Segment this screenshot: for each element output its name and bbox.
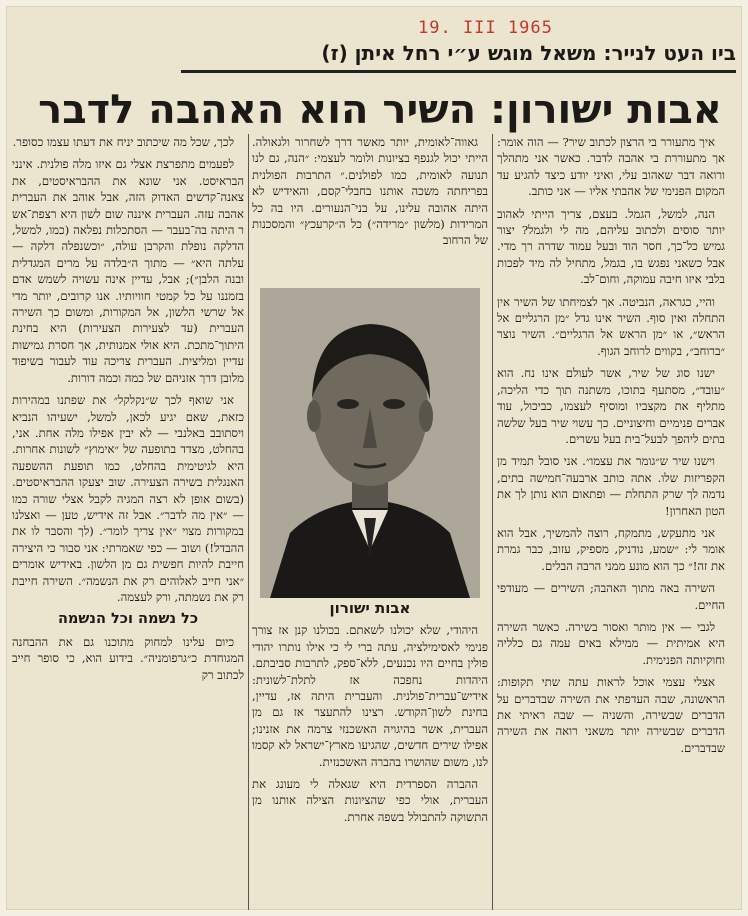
section-subheading: כל נשמה וכל הנשמה — [57, 611, 199, 628]
paragraph: ישנו סוג של שיר, אשר לעולם אינו נח. הוא ״עובד״, מסתעף בתוכו, משתנה תוך כדי הליכה, מתליף את מקצביו ומוסיף לעצמו, כביכול, עוד אברים פנימיים וחיצוניים. כך עשוי שיר בעל שלשה בתים ליהפך לבעל־בית בעל עשרים. — [497, 366, 725, 446]
paragraph: וישנו שיר ש״גומר את עצמו״. אני סובל תמיד מן הקפריזות שלו. אתה כותב ארבעה־חמישה בתים, נדמה לך שרק התחלת — ופתאום הוא נותן לך את הטון האחרון! — [497, 454, 725, 518]
paragraph: השירה באה מתוך האהבה; השירים — מעודפי החיים. — [497, 581, 725, 612]
paragraph: ההברה הספרדית היא שגאלה לי מעונג את העברית, אולי כפי שהציונות הצילה אותנו מן התשוקה להתבולל בשפה אחרת. — [252, 777, 488, 824]
date-stamp: 19. III 1965 — [418, 18, 553, 38]
article-headline: אבות ישורון: השיר הוא האהבה לדבר — [38, 87, 722, 133]
paragraph: לגבי — אין מותר ואסור בשירה. כאשר השירה היא אמיתית — ממילא באים עמה גם כלליה וחוקיותה הפנימית. — [497, 619, 725, 667]
paragraph: אצלי עצמי אוכל לראות עתה שתי תקופות: הראשונה, שבה העדפתי את השירה שבדברים על הדברים שבשירה, והשניה — שבה ראיתי את הדברים שבשירה יותר משאני רואה את השירה שבדברים. — [497, 675, 725, 755]
column-divider — [248, 134, 249, 910]
series-header: ביו העט לנייר: משאל מוגש ע״י רחל איתן (ז) — [181, 36, 736, 73]
paragraph: אני מתעקש, מתמקח, רוצה להמשיך, אבל הוא אומר לי: ״שמע, נודניק, מספיק, עזוב, כבר גמרת את זה!״ כך הוא מונע ממני הרבה הבלים. — [497, 525, 725, 573]
article-column-left — [12, 134, 244, 910]
paragraph: לכך, שכל מה שיכתוב יניח את דעתו עצמו כסופר. — [12, 135, 234, 149]
column-divider — [492, 134, 493, 910]
paragraph: כיום עלינו למחוק מתוכנו גם את ההבחנה המגוחדת כ״גרפומניה״. בידוע הוא, כי סופר חייב לכתוב רק — [12, 634, 244, 682]
article-column-right — [497, 134, 725, 910]
paragraph: והיי, כגראה, הנביטה. אך לצמיחתו של השיר אין התחלה ואין סוף. השיר אינו גדל ״מן הרגליים אל הראש״, או ״מן הראש אל הרגליים״. השיר נוצר ״ברוחב״, בקווים לרוחב הגוף. — [497, 294, 725, 358]
portrait-image — [260, 288, 480, 598]
paragraph: גאווה־לאומית, יותר מאשר דרך לשחרור ולגאולה. הייתי יכול לגנפף בציונות ולומר לעצמי: ״הנה, גם לנו תנועה לאומית, כמו לפולנים.״ התרבות הפולנית בפריחתה משכה אותנו בחבלי־קסם, והאידיש לא היתה אהובה עלינו, על בני־הנעורים. היו בה כל המרידות (מלשון ״מרידה״) כל ה״קרעכץ״ והמסכנות של הרחוב — [252, 135, 488, 248]
article-column-middle — [252, 134, 488, 910]
paragraph: איך מתעורר בי הרצון לכתוב שיר? — הוה אומר: אך מתעוררת בי אהבה לדבר. כאשר אני מתהלך ורואה דבר שאהוב עלי, ואיני יודע כיצד להגיע עד המקום הפנימי של אהבתי אליו — אני כותב. — [497, 135, 725, 199]
paragraph: היהודי, שלא יכולנו לשאתם. בכולנו קנן אז צורך פנימי לאסימילציה, עתה ברי לי כי אילו נותרו יהודי פולין בחיים היו נכנעים, ללא־ספק, לתרבות סביבתם. היהדות נחפכה אז לתלת־לשונית: אידיש־עברית־פולנית. והעברית היתה אז, עדיין, בחינת לשון־הקודש. רצינו להתעצר אז גם מן העברית, אשר בהיגויה האשכנזי צרמה את אזנינו; אפילו שירים חדשים, שהגיעו מארץ־ישראל לא קסמו לנו, משום שהושרו בהברה האשכנזית. — [252, 623, 488, 769]
paragraph: הנה, למשל, הגמל. בעצם, צריך הייתי לאהוב יותר סוסים ולכתוב עליהם, מה לי ולגמל? יצור גמיש כל־כך, חסר הוד ובעל עמוד שדרה רך מדי. אבל כשאני נפגש בו, בגמל, מתחיל לה מיד לפכות בלבי איזו חיבה עמוקה, וחום־לב. — [497, 206, 725, 287]
paragraph: לפעמים מתפרצת אצלי גם איזו מלה פולנית. אינני הבראיסט. אני שונא את ההבראיסטים, את צאנה־קדשים האדוק הזה, אבל אוהב את העברית אהבה עזה. העברית איננה שום לשון היא רצפת־אש ר היתה בה־בעבר — הסתכלות נפלאה (כמו, למשל, הדלקה נופלת והקרבן עולה, ״וכשנפלה דלקה — עלתה היא״ — מתוך ה״בלדה על מרים המגדלית ובנה הלבן״); אבל, עדיין אינה עשויה לשמש אדם בזמננו על כל קמטי חוויותיו. אנו קרובים, יותר מדי אל שרשי הלשון, אל המקורות, ומשום כך השירה העברית (עד לצעירות הצעירות) היא בחינת היתוך־מתכת. היא אולי אמנותית, אך חסרת גמישות עדיין ומליצית. העברית צריכה עוד לעבור בשיפוד מלובן דרך אזניהם של כמה וכמה דורות. — [12, 157, 244, 385]
author-portrait — [260, 288, 480, 598]
paragraph: אני שואף לכך ש״נקלקל״ את שפתנו במהירות כזאת, שאם יגיע לכאן, למשל, ישעיהו הנביא ויסתובב באלנבי — לא יבין אפילו מלה אחת. אני, בהחלט, מצדד בתופעה של ״אימוץ״ לשונות אחרות. היא לגיטימית בהחלט, כמו תופעת ההשפעה האנגלית בשירה הצעירה. שוב יצעקו ההבראיסטים. (בשום אופן לא רצה המגיה לקבל אצלי שורה כמו — ״אין מה לדבר״. אבל זה אידיש, טען — ואצלנו במקורות מצוי ״אין צריך לומר״. (לך והסבר לו את ההבדל!) ושוב — כפי שאמרתי: אני סבור כי היצירה חייבת להיות חפשית גם מן הלשון. באידיש אומרים ״אני חייב לאלוהים רק את הנשמה״. השירה חייבת רק את נשמתה, ורק לעצמה. — [12, 393, 244, 604]
photo-caption: אבות ישורון — [329, 599, 411, 617]
